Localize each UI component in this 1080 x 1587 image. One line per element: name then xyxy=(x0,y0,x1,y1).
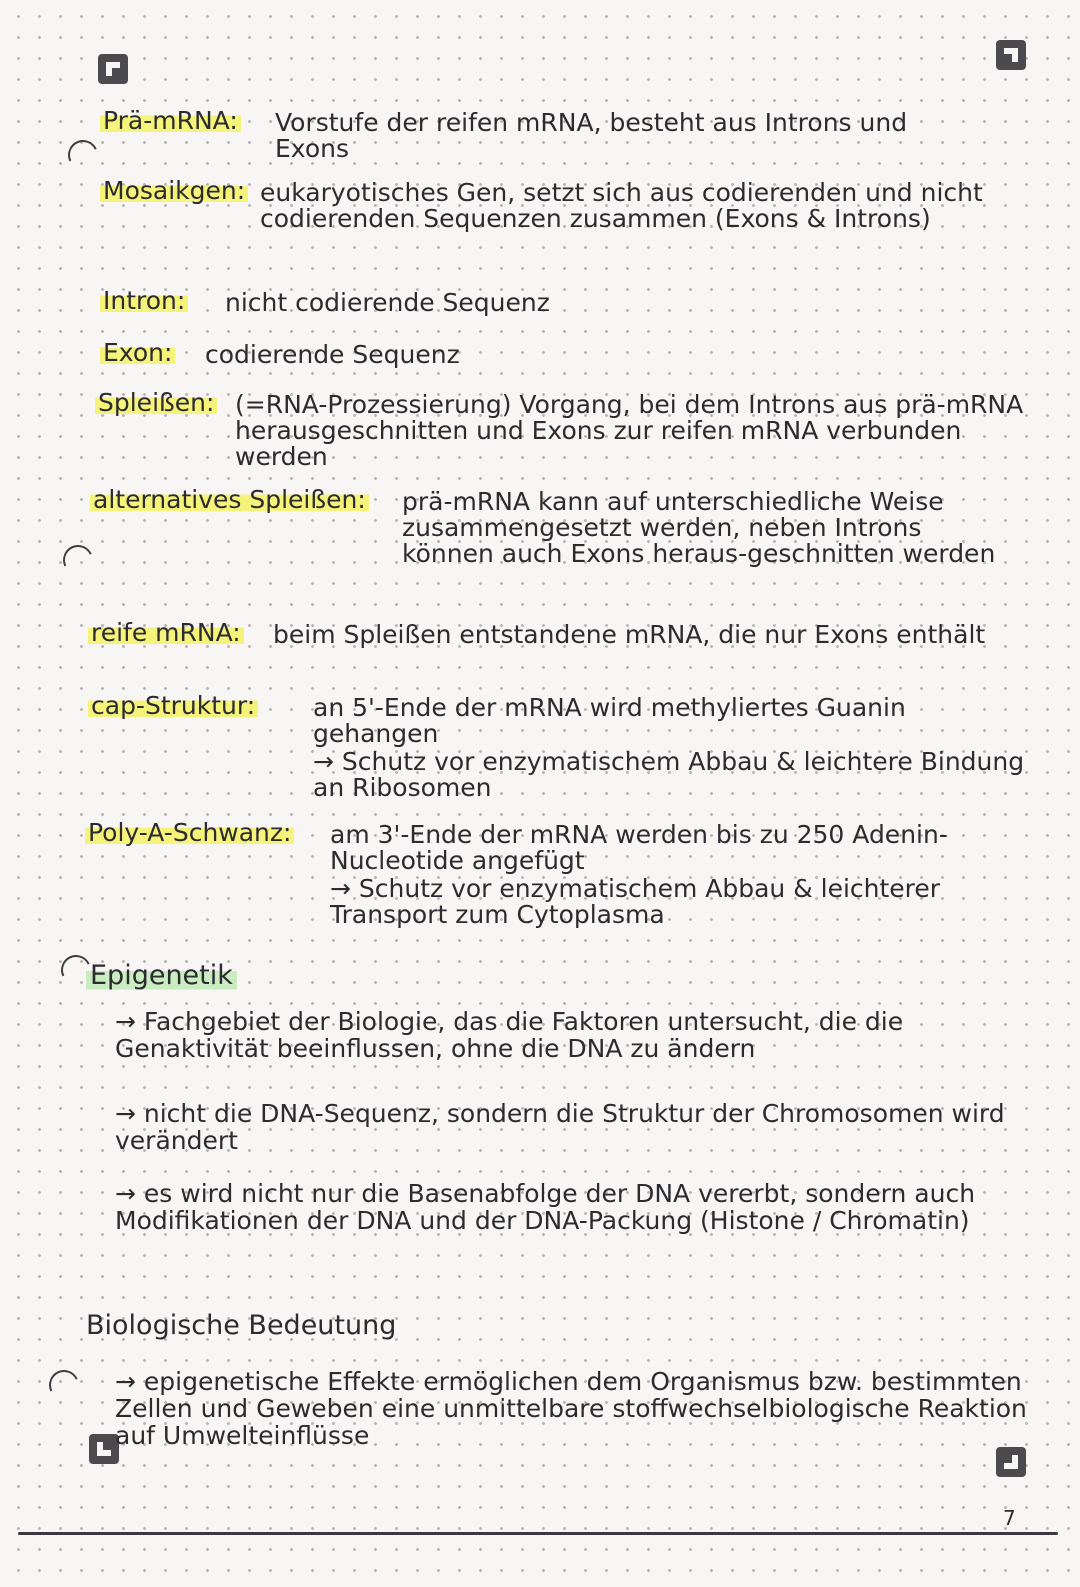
glossary-note: → Schutz vor enzymatischem Abbau & leichterer Transport zum Cytoplasma xyxy=(330,874,941,929)
page-number: 7 xyxy=(1003,1506,1016,1530)
glossary-term: alternatives Spleißen: xyxy=(90,487,369,513)
glossary-entry xyxy=(100,178,1020,268)
glossary-definition: Vorstufe der reifen mRNA, besteht aus Introns und Exons xyxy=(275,108,908,163)
glossary-definition: codierende Sequenz xyxy=(205,340,460,369)
glossary-entry xyxy=(90,487,1030,597)
glossary-definition: (=RNA-Prozessierung) Vorgang, bei dem Introns aus prä-mRNA herausgeschnitten und Exons zur reifen mRNA verbunden werden xyxy=(235,390,1024,471)
glossary-definition: prä-mRNA kann auf unterschiedliche Weise zusammengesetzt werden, neben Introns können auch Exons heraus-geschnitten werden xyxy=(402,487,996,568)
bullet-point: → Fachgebiet der Biologie, das die Faktoren untersucht, die die Genaktivität beeinflussen, ohne die DNA zu ändern xyxy=(115,1007,904,1063)
bullet-point: → es wird nicht nur die Basenabfolge der DNA vererbt, sondern auch Modifikationen der DNA und der DNA-Packung (Histone / Chromatin) xyxy=(115,1179,976,1235)
glossary-term: Intron: xyxy=(100,288,188,314)
corner-marker-top-left-icon xyxy=(98,54,128,84)
glossary-entry xyxy=(88,620,1018,676)
glossary-entry xyxy=(95,390,1035,470)
glossary-definition: beim Spleißen entstandene mRNA, die nur Exons enthält xyxy=(273,620,986,649)
corner-marker-top-right-icon xyxy=(996,40,1026,70)
bullet-point: → epigenetische Effekte ermöglichen dem Organismus bzw. bestimmten Zellen und Geweben eine unmittelbare stoffwechselbiologische Reaktion auf Umwelteinflüsse xyxy=(115,1367,1027,1450)
section-heading-bedeutung: Biologische Bedeutung xyxy=(86,1310,397,1341)
binder-hole-icon xyxy=(45,1366,83,1404)
glossary-term: reife mRNA: xyxy=(88,620,244,646)
glossary-term: Poly-A-Schwanz: xyxy=(85,820,294,846)
glossary-entry xyxy=(85,820,1050,930)
glossary-entry xyxy=(100,340,800,370)
binder-hole-icon xyxy=(64,136,102,174)
glossary-term: Prä-mRNA: xyxy=(100,108,241,134)
page-bottom-rule xyxy=(18,1532,1058,1535)
glossary-entry xyxy=(88,693,1048,803)
corner-marker-bottom-right-icon xyxy=(996,1447,1026,1477)
section-heading-epigenetik: Epigenetik xyxy=(86,960,237,991)
glossary-term: Mosaikgen: xyxy=(100,178,248,204)
glossary-term: Exon: xyxy=(100,340,175,366)
glossary-entry xyxy=(100,108,1000,168)
glossary-entry xyxy=(100,288,800,318)
glossary-definition: nicht codierende Sequenz xyxy=(225,288,550,317)
glossary-definition: am 3'-Ende der mRNA werden bis zu 250 Adenin-Nucleotide angefügt xyxy=(330,820,948,875)
glossary-definition: an 5'-Ende der mRNA wird methyliertes Guanin gehangen xyxy=(313,693,906,748)
glossary-note: → Schutz vor enzymatischem Abbau & leichtere Bindung an Ribosomen xyxy=(313,747,1025,802)
glossary-term: cap-Struktur: xyxy=(88,693,258,719)
glossary-term: Spleißen: xyxy=(95,390,217,416)
bullet-point: → nicht die DNA-Sequenz, sondern die Struktur der Chromosomen wird verändert xyxy=(115,1099,1005,1155)
glossary-definition: eukaryotisches Gen, setzt sich aus codierenden und nicht codierenden Sequenzen zusammen (Exons & Introns) xyxy=(260,178,983,233)
